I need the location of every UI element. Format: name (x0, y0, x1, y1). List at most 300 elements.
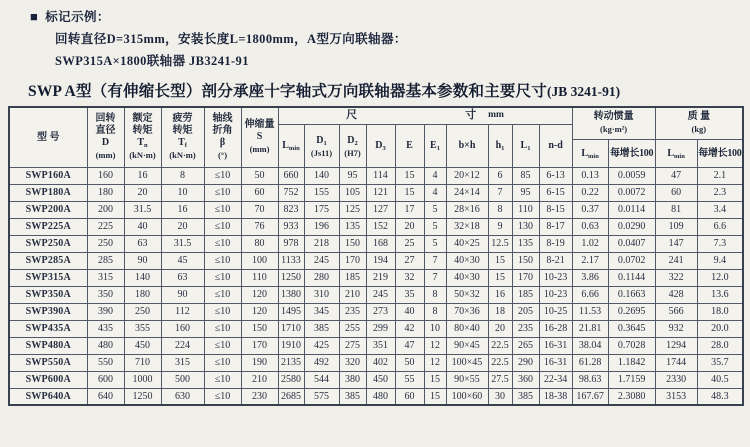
col-header-e: E (395, 124, 424, 167)
value-cell: 285 (87, 252, 124, 269)
value-cell: ≤10 (204, 218, 241, 235)
value-cell: 450 (124, 337, 161, 354)
value-cell: 2.3080 (608, 388, 655, 405)
value-cell: 48.3 (697, 388, 743, 405)
col-group-moment-of-inertia: 转动惯量 (kg·m²) (572, 107, 655, 139)
value-cell: 60 (655, 184, 697, 201)
value-cell: 6.6 (697, 218, 743, 235)
value-cell: 155 (304, 184, 339, 201)
model-cell: SWP315A (9, 269, 87, 286)
value-cell: 219 (366, 269, 395, 286)
value-cell: 5 (424, 201, 446, 218)
value-cell: 235 (339, 303, 366, 320)
model-cell: SWP250A (9, 235, 87, 252)
value-cell: 450 (366, 371, 395, 388)
value-cell: 978 (278, 235, 304, 252)
value-cell: 20.0 (697, 320, 743, 337)
value-cell: 27.5 (488, 371, 512, 388)
value-cell: 95 (512, 184, 539, 201)
value-cell: 80 (241, 235, 278, 252)
value-cell: 170 (512, 269, 539, 286)
table-title-text: SWP A型（有伸缩长型）剖分承座十字轴式万向联轴器基本参数和主要尺寸 (28, 83, 547, 100)
value-cell: 322 (655, 269, 697, 286)
value-cell: 710 (124, 354, 161, 371)
value-cell: 150 (512, 252, 539, 269)
value-cell: 15 (488, 269, 512, 286)
value-cell: 823 (278, 201, 304, 218)
value-cell: 110 (512, 201, 539, 218)
value-cell: 2.17 (572, 252, 608, 269)
value-cell: 7 (488, 184, 512, 201)
model-cell: SWP285A (9, 252, 87, 269)
value-cell: 10 (161, 184, 204, 201)
value-cell: 360 (512, 371, 539, 388)
value-cell: 10 (424, 320, 446, 337)
value-cell: 38.04 (572, 337, 608, 354)
col-header-lmin: $L_{min}$ (278, 124, 304, 167)
marking-example-line1: 回转直径D=315mm，安装长度L=1800mm，A型万向联轴器： (55, 32, 407, 46)
value-cell: 24×14 (446, 184, 488, 201)
marking-example-heading: 标记示例： (45, 10, 110, 24)
value-cell: 0.0114 (608, 201, 655, 218)
value-cell: 7.3 (697, 235, 743, 252)
col-header-d1: $D_1$ (Js11) (304, 124, 339, 167)
value-cell: 9 (488, 218, 512, 235)
value-cell: 385 (304, 320, 339, 337)
table-row (9, 337, 743, 354)
value-cell: 435 (87, 320, 124, 337)
table-row (9, 371, 743, 388)
value-cell: 160 (87, 167, 124, 184)
value-cell: 351 (366, 337, 395, 354)
value-cell: 8-17 (539, 218, 572, 235)
value-cell: 933 (278, 218, 304, 235)
value-cell: 290 (512, 354, 539, 371)
value-cell: 12 (424, 337, 446, 354)
value-cell: ≤10 (204, 286, 241, 303)
table-row (9, 320, 743, 337)
value-cell: 265 (512, 337, 539, 354)
value-cell: 8-15 (539, 201, 572, 218)
col-header-e1: $E_1$ (424, 124, 446, 167)
value-cell: 0.1663 (608, 286, 655, 303)
value-cell: 194 (366, 252, 395, 269)
value-cell: 109 (655, 218, 697, 235)
value-cell: 42 (395, 320, 424, 337)
value-cell: 2135 (278, 354, 304, 371)
value-cell: 170 (241, 337, 278, 354)
value-cell: 16-31 (539, 354, 572, 371)
value-cell: 640 (87, 388, 124, 405)
value-cell: 63 (161, 269, 204, 286)
model-cell: SWP550A (9, 354, 87, 371)
value-cell: 1380 (278, 286, 304, 303)
value-cell: 6 (488, 167, 512, 184)
value-cell: 0.13 (572, 167, 608, 184)
value-cell: 0.0059 (608, 167, 655, 184)
value-cell: 16 (124, 167, 161, 184)
value-cell: 320 (339, 354, 366, 371)
value-cell: 50 (395, 354, 424, 371)
col-header-fatigue-torque: 疲劳 转矩 $T_f$ (kN·m) (161, 107, 204, 167)
value-cell: 47 (655, 167, 697, 184)
value-cell: 61.28 (572, 354, 608, 371)
value-cell: 190 (241, 354, 278, 371)
value-cell: 5 (424, 235, 446, 252)
value-cell: 1.02 (572, 235, 608, 252)
standard-number: (JB 3241-91) (546, 84, 621, 99)
value-cell: 150 (241, 320, 278, 337)
value-cell: 15 (395, 167, 424, 184)
col-header-inertia-lmin: $L_{min}$ (572, 139, 608, 167)
value-cell: 12.0 (697, 269, 743, 286)
model-cell: SWP480A (9, 337, 87, 354)
value-cell: 127 (366, 201, 395, 218)
value-cell: 500 (161, 371, 204, 388)
value-cell: 10-25 (539, 303, 572, 320)
value-cell: ≤10 (204, 354, 241, 371)
value-cell: 20 (161, 218, 204, 235)
value-cell: 80×40 (446, 320, 488, 337)
col-header-telescopic-travel: 伸缩量 S (mm) (241, 107, 278, 167)
model-cell: SWP225A (9, 218, 87, 235)
value-cell: 0.0072 (608, 184, 655, 201)
value-cell: 402 (366, 354, 395, 371)
value-cell: 168 (366, 235, 395, 252)
value-cell: ≤10 (204, 235, 241, 252)
col-header-mass-lmin: $L_{min}$ (655, 139, 697, 167)
value-cell: ≤10 (204, 269, 241, 286)
value-cell: 100 (241, 252, 278, 269)
value-cell: 4 (424, 184, 446, 201)
value-cell: 1000 (124, 371, 161, 388)
value-cell: 0.2695 (608, 303, 655, 320)
value-cell: 105 (339, 184, 366, 201)
value-cell: 180 (87, 184, 124, 201)
model-cell: SWP600A (9, 371, 87, 388)
value-cell: 16-28 (539, 320, 572, 337)
value-cell: 492 (304, 354, 339, 371)
value-cell: 18 (488, 303, 512, 320)
value-cell: 8 (424, 286, 446, 303)
table-row (9, 235, 743, 252)
value-cell: 5 (424, 218, 446, 235)
value-cell: ≤10 (204, 388, 241, 405)
value-cell: 31.5 (124, 201, 161, 218)
value-cell: 140 (304, 167, 339, 184)
value-cell: 245 (304, 252, 339, 269)
value-cell: 2.1 (697, 167, 743, 184)
value-cell: 18-38 (539, 388, 572, 405)
col-header-d3: $D_3$ (366, 124, 395, 167)
value-cell: 40 (395, 303, 424, 320)
value-cell: 50×32 (446, 286, 488, 303)
value-cell: 480 (87, 337, 124, 354)
value-cell: 35.7 (697, 354, 743, 371)
value-cell: 380 (339, 371, 366, 388)
value-cell: 100×45 (446, 354, 488, 371)
value-cell: 147 (655, 235, 697, 252)
value-cell: 27 (395, 252, 424, 269)
value-cell: 31.5 (161, 235, 204, 252)
value-cell: 120 (241, 303, 278, 320)
value-cell: 752 (278, 184, 304, 201)
value-cell: 90×55 (446, 371, 488, 388)
value-cell: 16-31 (539, 337, 572, 354)
value-cell: 932 (655, 320, 697, 337)
value-cell: 70 (241, 201, 278, 218)
table-row (9, 354, 743, 371)
value-cell: 310 (304, 286, 339, 303)
value-cell: 600 (87, 371, 124, 388)
value-cell: 0.0290 (608, 218, 655, 235)
col-header-l1: $L_1$ (512, 124, 539, 167)
value-cell: 275 (339, 337, 366, 354)
value-cell: 544 (304, 371, 339, 388)
value-cell: 15 (395, 184, 424, 201)
value-cell: 224 (161, 337, 204, 354)
value-cell: 16 (488, 286, 512, 303)
value-cell: 345 (304, 303, 339, 320)
table-row (9, 303, 743, 320)
spec-table-header (9, 107, 743, 167)
value-cell: ≤10 (204, 320, 241, 337)
col-header-mass-per100: 每增长100 (697, 139, 743, 167)
value-cell: 125 (339, 201, 366, 218)
value-cell: 10-23 (539, 286, 572, 303)
value-cell: 17 (395, 201, 424, 218)
value-cell: 230 (241, 388, 278, 405)
value-cell: 3.4 (697, 201, 743, 218)
col-header-rated-torque: 额定 转矩 $T_n$ (kN·m) (124, 107, 161, 167)
value-cell: 20 (395, 218, 424, 235)
value-cell: 20 (124, 184, 161, 201)
value-cell: 100×60 (446, 388, 488, 405)
value-cell: 218 (304, 235, 339, 252)
value-cell: 32 (395, 269, 424, 286)
model-cell: SWP435A (9, 320, 87, 337)
value-cell: 180 (124, 286, 161, 303)
table-title (28, 79, 620, 101)
value-cell: ≤10 (204, 184, 241, 201)
value-cell: 98.63 (572, 371, 608, 388)
value-cell: 390 (87, 303, 124, 320)
value-cell: 135 (339, 218, 366, 235)
col-header-model: 型 号 (9, 107, 87, 167)
value-cell: 210 (339, 286, 366, 303)
value-cell: 28.0 (697, 337, 743, 354)
value-cell: 20 (488, 320, 512, 337)
value-cell: 0.7028 (608, 337, 655, 354)
value-cell: 1250 (124, 388, 161, 405)
value-cell: 196 (304, 218, 339, 235)
model-cell: SWP200A (9, 201, 87, 218)
value-cell: 47 (395, 337, 424, 354)
value-cell: 20×12 (446, 167, 488, 184)
value-cell: 110 (241, 269, 278, 286)
value-cell: 16 (161, 201, 204, 218)
value-cell: 241 (655, 252, 697, 269)
value-cell: 4 (424, 167, 446, 184)
value-cell: 200 (87, 201, 124, 218)
value-cell: 7 (424, 252, 446, 269)
value-cell: 45 (161, 252, 204, 269)
value-cell: 10-23 (539, 269, 572, 286)
value-cell: 566 (655, 303, 697, 320)
model-cell: SWP160A (9, 167, 87, 184)
value-cell: 1.1842 (608, 354, 655, 371)
col-header-h1: $h_1$ (488, 124, 512, 167)
value-cell: 160 (161, 320, 204, 337)
value-cell: 50 (241, 167, 278, 184)
col-header-nd: n-d (539, 124, 572, 167)
value-cell: 167.67 (572, 388, 608, 405)
value-cell: 225 (87, 218, 124, 235)
value-cell: 85 (512, 167, 539, 184)
value-cell: 18.0 (697, 303, 743, 320)
value-cell: 15 (488, 252, 512, 269)
col-header-bxh: b×h (446, 124, 488, 167)
value-cell: 15 (424, 388, 446, 405)
value-cell: 0.37 (572, 201, 608, 218)
table-row (9, 167, 743, 184)
table-row (9, 218, 743, 235)
value-cell: 40×25 (446, 235, 488, 252)
value-cell: 250 (87, 235, 124, 252)
value-cell: 90 (124, 252, 161, 269)
value-cell: 8 (424, 303, 446, 320)
value-cell: 175 (304, 201, 339, 218)
value-cell: 299 (366, 320, 395, 337)
value-cell: 120 (241, 286, 278, 303)
value-cell: 140 (124, 269, 161, 286)
value-cell: 1133 (278, 252, 304, 269)
value-cell: 70×36 (446, 303, 488, 320)
value-cell: 1744 (655, 354, 697, 371)
value-cell: 0.0407 (608, 235, 655, 252)
value-cell: 8-19 (539, 235, 572, 252)
value-cell: 185 (512, 286, 539, 303)
model-cell: SWP180A (9, 184, 87, 201)
value-cell: 315 (161, 354, 204, 371)
value-cell: 6.66 (572, 286, 608, 303)
value-cell: 60 (395, 388, 424, 405)
value-cell: 40.5 (697, 371, 743, 388)
value-cell: 355 (124, 320, 161, 337)
value-cell: 22-34 (539, 371, 572, 388)
value-cell: 255 (339, 320, 366, 337)
value-cell: 3.86 (572, 269, 608, 286)
value-cell: 1.7159 (608, 371, 655, 388)
value-cell: 22.5 (488, 354, 512, 371)
value-cell: 15 (424, 371, 446, 388)
value-cell: 0.22 (572, 184, 608, 201)
value-cell: 7 (424, 269, 446, 286)
value-cell: 150 (339, 235, 366, 252)
value-cell: 350 (87, 286, 124, 303)
value-cell: 32×18 (446, 218, 488, 235)
value-cell: 21.81 (572, 320, 608, 337)
table-row (9, 388, 743, 405)
value-cell: 81 (655, 201, 697, 218)
value-cell: 112 (161, 303, 204, 320)
value-cell: 205 (512, 303, 539, 320)
value-cell: ≤10 (204, 201, 241, 218)
col-header-axis-angle: 轴线 折角 β (°) (204, 107, 241, 167)
value-cell: 1910 (278, 337, 304, 354)
value-cell: 28×16 (446, 201, 488, 218)
value-cell: 114 (366, 167, 395, 184)
value-cell: 60 (241, 184, 278, 201)
value-cell: 185 (339, 269, 366, 286)
value-cell: 8-21 (539, 252, 572, 269)
value-cell: 6-13 (539, 167, 572, 184)
value-cell: 2.3 (697, 184, 743, 201)
value-cell: 121 (366, 184, 395, 201)
col-group-dimensions: 尺 寸 mm (278, 107, 572, 124)
value-cell: 13.6 (697, 286, 743, 303)
value-cell: 22.5 (488, 337, 512, 354)
col-header-inertia-per100: 每增长100 (608, 139, 655, 167)
value-cell: 0.3645 (608, 320, 655, 337)
value-cell: 25 (395, 235, 424, 252)
value-cell: 63 (124, 235, 161, 252)
value-cell: 428 (655, 286, 697, 303)
value-cell: 3153 (655, 388, 697, 405)
value-cell: 76 (241, 218, 278, 235)
model-cell: SWP390A (9, 303, 87, 320)
table-row (9, 286, 743, 303)
value-cell: 1250 (278, 269, 304, 286)
value-cell: 210 (241, 371, 278, 388)
value-cell: 35 (395, 286, 424, 303)
value-cell: ≤10 (204, 337, 241, 354)
value-cell: 425 (304, 337, 339, 354)
value-cell: ≤10 (204, 371, 241, 388)
value-cell: 630 (161, 388, 204, 405)
value-cell: 575 (304, 388, 339, 405)
value-cell: ≤10 (204, 252, 241, 269)
value-cell: 0.0702 (608, 252, 655, 269)
value-cell: 95 (339, 167, 366, 184)
value-cell: 40×30 (446, 269, 488, 286)
value-cell: 55 (395, 371, 424, 388)
value-cell: 2685 (278, 388, 304, 405)
value-cell: 40 (124, 218, 161, 235)
value-cell: ≤10 (204, 303, 241, 320)
value-cell: 8 (488, 201, 512, 218)
value-cell: 550 (87, 354, 124, 371)
value-cell: 90 (161, 286, 204, 303)
value-cell: 250 (124, 303, 161, 320)
coupling-spec-table (8, 106, 744, 406)
value-cell: 12.5 (488, 235, 512, 252)
value-cell: 9.4 (697, 252, 743, 269)
model-cell: SWP640A (9, 388, 87, 405)
value-cell: 6-15 (539, 184, 572, 201)
col-group-mass: 质 量 (kg) (655, 107, 743, 139)
value-cell: 1710 (278, 320, 304, 337)
value-cell: 280 (304, 269, 339, 286)
value-cell: 30 (488, 388, 512, 405)
value-cell: 130 (512, 218, 539, 235)
model-cell: SWP350A (9, 286, 87, 303)
value-cell: 2330 (655, 371, 697, 388)
value-cell: 152 (366, 218, 395, 235)
value-cell: 385 (339, 388, 366, 405)
value-cell: 135 (512, 235, 539, 252)
value-cell: 1495 (278, 303, 304, 320)
